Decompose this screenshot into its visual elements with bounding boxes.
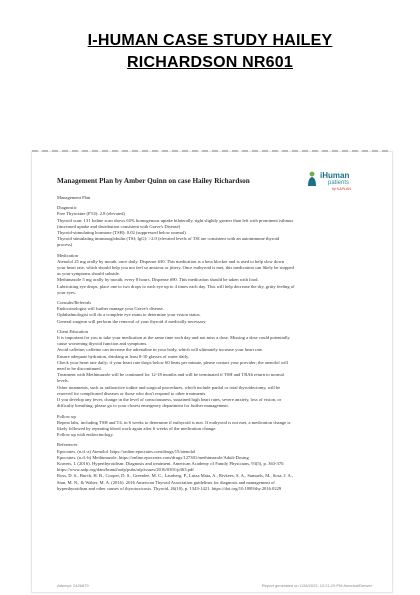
document-preview: [31, 151, 393, 593]
section-line: as your symptoms should subside.: [57, 271, 120, 277]
section-line: Thyroid stimulating immunoglobulin (TSI; IgG): >2.0 (elevated levels of TSI are consistent with an autoimmune thyroid: [57, 236, 280, 242]
section-line: (increased uptake and distribution consistent with Grave's Disease): [57, 223, 181, 229]
section-line: Other treatments, such as radioactive iodine and surgical procedures, which include partial or total thyroidectomy, will be: [57, 384, 281, 390]
document-title: Management Plan by Amber Quinn on case Hailey Richardson: [57, 177, 250, 185]
section-line: Epocrates. (n.d.-a) Atenolol. https://online.epocrates.com/drugs/15/atenolol: [57, 448, 196, 454]
page-title-line1: I-HUMAN CASE STUDY HAILEY: [87, 32, 333, 49]
section-line: Atenolol 25 mg orally by mouth, once daily. Dispense #30. This medication is a beta blocker and is used to help slow down: [57, 258, 285, 264]
section-line: Thyroid-stimulating hormone (TSH): 0.02 (suppressed below normal): [57, 230, 186, 236]
section-heading: References: [57, 442, 78, 448]
page-edge-divider: [32, 150, 392, 152]
section-line: It is important for you to take your medication at the same time each day and not miss a dose. Missing a dose could potentially: [57, 335, 290, 341]
section-heading: Medication: [57, 252, 78, 258]
section-heading: Follow up: [57, 413, 76, 419]
logo-word1: iHuman: [320, 171, 350, 180]
logo-figure-icon: [306, 171, 318, 187]
section-line: Avoid caffeine; caffeine can increase the adrenaline in your body, which will ultimately increase your heart rate.: [57, 347, 264, 353]
section-line: Lubricating eye drops, place one to two drops to each eye up to 4 times each day. This will help decrease the dry, gritty feeling of: [57, 283, 295, 289]
section-line: Ophthalmologist will do a complete eye exam to determine your vision status.: [57, 312, 201, 318]
section-line: reserved for complicated diseases or those who don't respond to other treatments.: [57, 390, 207, 396]
section-line: Free Thyroxine (FT4): 2.8 (elevated): [57, 211, 125, 217]
section-line: Kravets, I. (2016). Hyperthyroidism: Diagnosis and treatment. American Academy of Family Physicians, 93(5), p. 363-370.: [57, 460, 285, 466]
report-timestamp: Report generated on 1/26/2023, 12:21:29 PM America/Denver: [261, 583, 372, 588]
document-body: [57, 195, 372, 492]
section-heading: Consults/Referrals: [57, 300, 92, 306]
section-line: need to be discontinued.: [57, 366, 102, 372]
section-line: Endocrinologist will further manage your Grave's disease.: [57, 306, 164, 312]
document-sections: [57, 205, 372, 492]
section-line: your heart rate, which should help you not feel so anxious or jittery. Once euthyroid is met, this medication can likely be stopped: [57, 265, 294, 271]
section-line: Repeat labs, including TSH and T4, in 6 weeks to determine if euthyroid is met. If euthyroid is not met, a medication change is: [57, 419, 291, 425]
section-line: Ensure adequate hydration, drinking at least 8-10 glasses of water daily.: [57, 353, 190, 359]
section-line: levels.: [57, 378, 69, 384]
section-line: If you develop any fever, change in the level of consciousness, sustained high heart rates, severe anxiety, loss of vision, or: [57, 397, 282, 403]
section-line: difficulty breathing, please go to your closest emergency department for further management.: [57, 403, 229, 409]
section-line: your eyes.: [57, 289, 76, 295]
section-line: process): [57, 242, 73, 248]
section-line: cause worsening thyroid function and symptoms.: [57, 341, 148, 347]
document-subtitle: Management Plan: [57, 195, 91, 200]
section-line: General surgeon will perform the removal of your thyroid if medically necessary.: [57, 318, 207, 324]
logo-word2: patients: [328, 180, 350, 186]
section-line: Treatment with Methimazole will be continued for 12-18 months and will be terminated if TSH and TRAb return to normal: [57, 372, 284, 378]
section-line: https://www.aafp.org/dam/brand/aafp/pubs/afp/issues/2016/0301/p363.pdf: [57, 467, 194, 473]
attempt-id: Attempt: 2426879: [57, 583, 89, 588]
section-heading: Client Education: [57, 328, 89, 334]
section-line: Follow up with endocrinology.: [57, 432, 114, 438]
section-heading: Diagnostic: [57, 205, 77, 211]
section-line: Methimazole 5 mg orally by mouth, every 8 hours. Dispense #90. This medication should be taken with food.: [57, 277, 259, 283]
section-line: likely followed by repeating blood work again after 6 weeks of the medication change.: [57, 425, 217, 431]
section-line: Thyroid scan: 131 Iodine scan shows 65% homogenous uptake bilaterally, right slightly greater than left with prominent isthmus: [57, 217, 294, 223]
section-line: Stan, M. N., & Walter, M. A. (2016). 2016 American Thyroid Association guidelines for diagnosis and management of: [57, 479, 275, 485]
section-line: Ross, D. S., Burch, H. B., Cooper, D. S., Greenlee, M. C., Laurberg, P., Luiza Maia, A., Rivkees, S. A., Samuels, M., Sosa, J. A.,: [57, 473, 294, 479]
section-line: hyperthyroidism and other causes of thyrotoxicosis. Thyroid, 26(10), p. 1343-1421. https://doi.org/10.1089/thy.2016.0229: [57, 485, 282, 491]
logo-word3: by KAPLAN: [332, 187, 351, 191]
section-line: Epocrates. (n.d.-b) Methimazole. https://online.epocrates.com/drugs/127301/methimazole/Adult-Dosing: [57, 454, 249, 460]
section-line: Check your heart rate daily; if your heart rate drops below 60 beats per minute, please contact your provider; the atenolol will: [57, 359, 288, 365]
ihuman-logo: [306, 169, 366, 193]
page-title-line2: RICHARDSON NR601: [127, 54, 293, 71]
